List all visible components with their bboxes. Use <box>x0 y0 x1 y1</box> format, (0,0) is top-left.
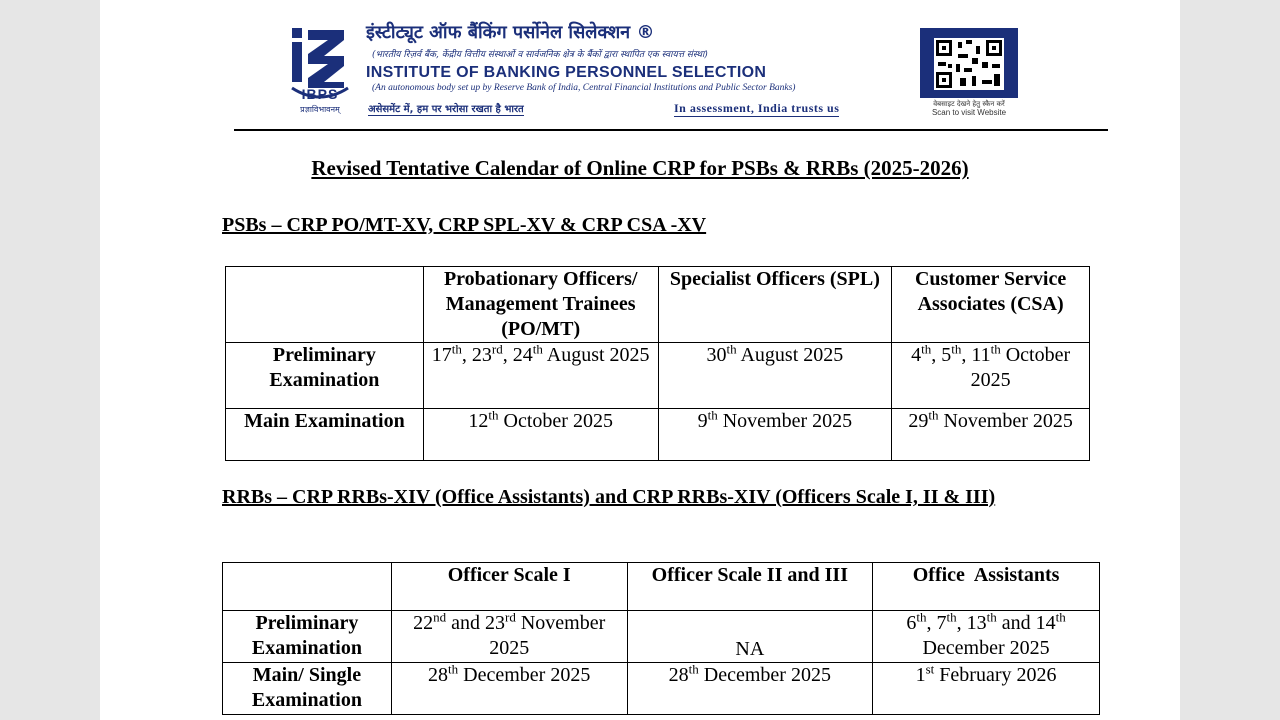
table-header-row <box>226 267 1090 343</box>
document-title <box>100 156 1180 181</box>
psb-calendar-table <box>225 266 1090 461</box>
org-subtitle-hindi: (भारतीय रिज़र्व बैंक, केंद्रीय वित्तीय संस्थाओं व सार्वजनिक क्षेत्र के बैंकों द्वारा स्थापित एक स्वायत्त संस्था) <box>372 50 708 60</box>
row-header-preliminary: Preliminary Examination <box>226 343 424 409</box>
header-divider <box>234 129 1108 131</box>
table-corner-cell <box>226 267 424 343</box>
row-header-main-single: Main/ Single Examination <box>223 663 392 715</box>
table-row <box>226 409 1090 461</box>
psb-section-title: PSBs – CRP PO/MT-XV, CRP SPL-XV & CRP CSA -XV <box>222 214 707 236</box>
qr-caption-english: Scan to visit Website <box>931 108 1007 117</box>
column-header-po-mt: Probationary Officers/ Management Trainees (PO/MT) <box>423 267 658 343</box>
tagline-english: In assessment, India trusts us <box>674 101 840 115</box>
table-cell: 6th, 7th, 13th and 14th December 2025 <box>873 611 1100 663</box>
column-header-spl: Specialist Officers (SPL) <box>658 267 892 343</box>
table-cell: 30th August 2025 <box>658 343 892 409</box>
column-header-csa: Customer Service Associates (CSA) <box>892 267 1090 343</box>
table-header-row <box>223 563 1100 611</box>
document-title-text: Revised Tentative Calendar of Online CRP for PSBs & RRBs (2025-2026) <box>311 156 969 180</box>
logo-name: IBPS <box>301 86 339 102</box>
document-page <box>100 0 1180 720</box>
table-cell: 28th December 2025 <box>627 663 873 715</box>
qr-caption-hindi: वेबसाइट देखने हेतु स्कैन करें <box>933 100 1005 108</box>
table-cell: 4th, 5th, 11th October 2025 <box>892 343 1090 409</box>
table-row <box>223 663 1100 715</box>
qr-pattern-icon <box>934 38 1004 90</box>
table-row <box>226 343 1090 409</box>
table-cell: 28th December 2025 <box>391 663 627 715</box>
org-subtitle-english: (An autonomous body set up by Reserve Bank of India, Central Financial Institutions and Public Sector Banks) <box>372 83 796 93</box>
rrb-section-title: RRBs – CRP RRBs-XIV (Office Assistants) and CRP RRBs-XIV (Officers Scale I, II & III) <box>222 486 996 508</box>
table-cell: 17th, 23rd, 24th August 2025 <box>423 343 658 409</box>
table-cell: 12th October 2025 <box>423 409 658 461</box>
table-corner-cell <box>223 563 392 611</box>
row-header-main: Main Examination <box>226 409 424 461</box>
table-cell: NA <box>627 611 873 663</box>
qr-code-icon <box>920 28 1018 98</box>
table-cell: 9th November 2025 <box>658 409 892 461</box>
org-name-hindi: इंस्टीट्यूट ऑफ बैंकिंग पर्सोनेल सिलेक्शन ® <box>366 22 655 43</box>
row-header-preliminary: Preliminary Examination <box>223 611 392 663</box>
rrb-calendar-table <box>222 562 1100 715</box>
tagline-hindi: असेसमेंट में, हम पर भरोसा रखता है भारत <box>368 101 524 116</box>
table-row <box>223 611 1100 663</box>
table-cell: 22nd and 23rd November 2025 <box>391 611 627 663</box>
table-cell: 29th November 2025 <box>892 409 1090 461</box>
org-name-english: INSTITUTE OF BANKING PERSONNEL SELECTION <box>366 64 767 81</box>
logo-caption: प्रज्ञाविभावनम् <box>300 105 340 114</box>
column-header-officer-scale-2-3: Officer Scale II and III <box>627 563 873 611</box>
column-header-office-assistants: Office Assistants <box>873 563 1100 611</box>
column-header-officer-scale-1: Officer Scale I <box>391 563 627 611</box>
table-cell: 1st February 2026 <box>873 663 1100 715</box>
